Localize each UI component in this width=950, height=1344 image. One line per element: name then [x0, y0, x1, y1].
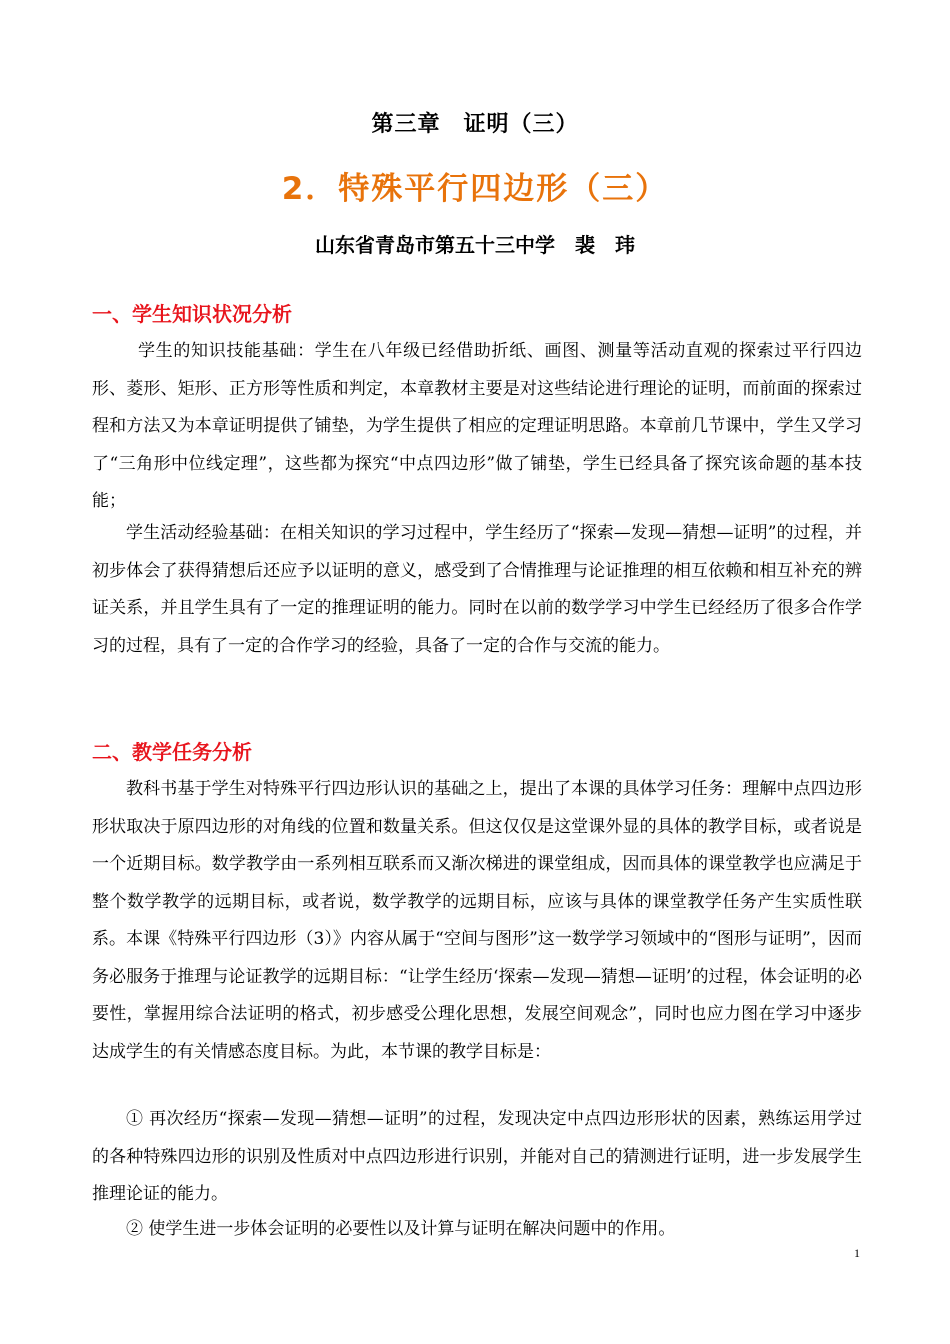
paragraph-knowledge-basis: 学生的知识技能基础：学生在八年级已经借助折纸、画图、测量等活动直观的探索过平行四边形、菱形、矩形、正方形等性质和判定，本章教材主要是对这些结论进行理论的证明，而前面的探索过程和方法又为本章证明提供了铺垫，为学生提供了相应的定理证明思路。本章前几节课中，学生又学习了“三角形中位线定理”，这些都为探究“中点四边形”做了铺垫，学生已经具备了探究该命题的基本技能；: [92, 341, 862, 511]
author-line: 山东省青岛市第五十三中学 裴 玮: [315, 233, 635, 257]
paragraph-goal-2: ② 使学生进一步体会证明的必要性以及计算与证明在解决问题中的作用。: [126, 1219, 676, 1239]
paragraph-task-analysis: 教科书基于学生对特殊平行四边形认识的基础之上，提出了本课的具体学习任务：理解中点四边形形状取决于原四边形的对角线的位置和数量关系。但这仅仅是这堂课外显的具体的教学目标，或者说是一个近期目标。数学教学由一系列相互联系而又渐次梯进的课堂组成，因而具体的课堂教学也应满足于整个数学教学的远期目标，或者说，数学教学的远期目标，应该与具体的课堂教学任务产生实质性联系。本课《特殊平行四边形（3）》内容从属于“空间与图形”这一数学学习领域中的“图形与证明”，因而务必服务于推理与论证教学的远期目标：“让学生经历‘探索—发现—猜想—证明’的过程，体会证明的必要性，掌握用综合法证明的格式，初步感受公理化思想，发展空间观念”，同时也应力图在学习中逐步达成学生的有关情感态度目标。为此，本节课的教学目标是：: [92, 779, 862, 1062]
paragraph-activity-basis: 学生活动经验基础：在相关知识的学习过程中，学生经历了“探索—发现—猜想—证明”的过程，并初步体会了获得猜想后还应予以证明的意义，感受到了合情推理与论证推理的相互依赖和相互补充的辨证关系，并且学生具有了一定的推理证明的能力。同时在以前的数学学习中学生已经经历了很多合作学习的过程，具有了一定的合作学习的经验，具备了一定的合作与交流的能力。: [92, 523, 862, 656]
section-heading-student-analysis: 一、学生知识状况分析: [92, 302, 292, 326]
section-heading-task-analysis: 二、教学任务分析: [92, 740, 252, 764]
page-number: 1: [854, 1246, 860, 1260]
chapter-title: 第三章 证明（三）: [371, 112, 579, 137]
paragraph-goal-1: ① 再次经历“探索—发现—猜想—证明”的过程，发现决定中点四边形形状的因素，熟练运用学过的各种特殊四边形的识别及性质对中点四边形进行识别，并能对自己的猜测进行证明，进一步发展学生推理论证的能力。: [92, 1109, 862, 1204]
lesson-title: 2．特殊平行四边形（三）: [281, 171, 669, 207]
